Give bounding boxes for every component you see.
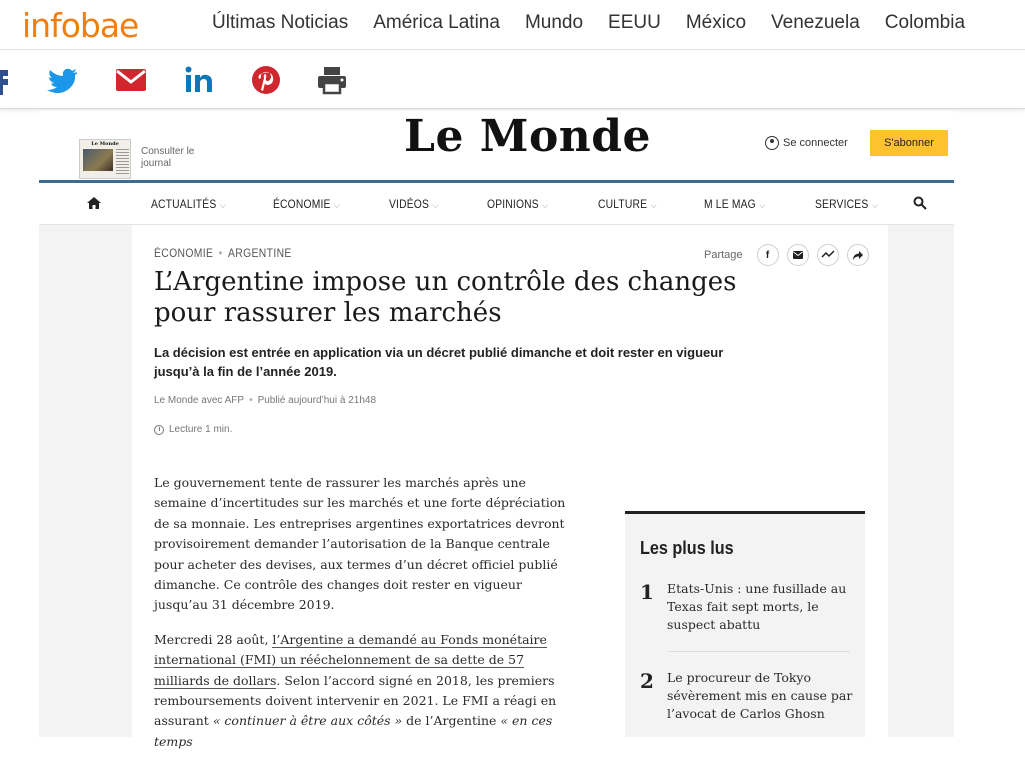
lm-nav-services-label: SERVICES <box>815 197 869 211</box>
lemonde-nav <box>39 183 954 225</box>
author: Le Monde avec AFP <box>154 395 245 406</box>
breadcrumb-argentine[interactable]: ARGENTINE <box>228 248 292 260</box>
byline <box>154 395 376 406</box>
paragraph-text: Mercredi 28 août, <box>154 631 273 647</box>
paragraph-text: . Selon l’accord signé en 2018, les premiers remboursements doivent intervenir en 2021. Le FMI a réagi en assurant <box>154 672 557 729</box>
facebook-share-icon[interactable]: f <box>757 244 779 266</box>
nav-item-mexico[interactable]: México <box>685 12 747 33</box>
linkedin-icon[interactable] <box>183 64 217 96</box>
lm-nav-actualites-label: ACTUALITÉS <box>151 197 217 211</box>
main-nav <box>212 12 990 34</box>
facebook-icon[interactable] <box>0 64 24 96</box>
home-icon[interactable] <box>86 196 102 210</box>
reading-time-label: Lecture 1 min. <box>169 424 233 435</box>
chevron-down-icon: ⌵ <box>871 200 878 210</box>
nav-item-mundo[interactable]: Mundo <box>524 12 584 33</box>
print-icon[interactable] <box>315 64 349 96</box>
lm-nav-opinions[interactable] <box>487 197 548 211</box>
lm-nav-videos[interactable] <box>389 197 439 211</box>
infobae-logo[interactable]: infobae <box>22 6 139 45</box>
most-read-title: Les plus lus <box>640 538 734 558</box>
lm-nav-services[interactable] <box>815 197 878 211</box>
lm-nav-actualites[interactable] <box>151 197 226 211</box>
newspaper-thumbnail[interactable] <box>79 139 131 179</box>
consult-journal-link[interactable]: Consulter le journal <box>141 146 195 169</box>
lemonde-logo[interactable]: Le Monde <box>404 111 652 162</box>
breadcrumb-separator: • <box>218 248 223 260</box>
subscribe-button[interactable]: S'abonner <box>870 130 948 156</box>
most-read-number: 2 <box>640 669 654 693</box>
lemonde-header <box>39 111 954 183</box>
login-label: Se connecter <box>783 137 848 149</box>
byline-separator: • <box>249 395 253 406</box>
article <box>132 225 888 749</box>
nav-item-colombia[interactable]: Colombia <box>884 12 966 33</box>
nav-item-venezuela[interactable]: Venezuela <box>771 12 860 33</box>
lm-nav-economie-label: ÉCONOMIE <box>273 197 331 211</box>
quote: « continuer à être aux côtés » <box>212 713 403 729</box>
lm-nav-opinions-label: OPINIONS <box>487 197 539 211</box>
breadcrumb-economie[interactable]: ÉCONOMIE <box>154 248 214 260</box>
most-read-text: Le procureur de Tokyo sévèrement mis en cause par l’avocat de Carlos Ghosn <box>667 670 853 721</box>
article-headline: L’Argentine impose un contrôle des changes pour rassurer les marchés <box>154 267 737 328</box>
chevron-down-icon: ⌵ <box>650 200 657 210</box>
thumbnail-columns <box>116 149 129 175</box>
chevron-down-icon: ⌵ <box>219 200 226 210</box>
lm-nav-videos-label: VIDÉOS <box>389 197 430 211</box>
most-read-number: 1 <box>640 580 654 604</box>
paragraph <box>154 630 579 752</box>
divider <box>668 651 850 652</box>
nav-item-eeuu[interactable]: EEUU <box>608 12 661 33</box>
lm-nav-culture[interactable] <box>598 197 657 211</box>
thumbnail-masthead: Le Monde <box>91 141 119 147</box>
share-bar <box>0 51 1025 109</box>
login-link[interactable] <box>765 136 848 150</box>
publish-time: Publié aujourd’hui à 21h48 <box>257 395 377 406</box>
lm-nav-culture-label: CULTURE <box>598 197 648 211</box>
article-standfirst: La décision est entrée en application via un décret publié dimanche et doit rester en vigueur jusqu’à la fin de l’année 2019. <box>154 345 724 379</box>
chevron-down-icon: ⌵ <box>759 200 766 210</box>
site-header <box>0 0 1025 50</box>
twitter-icon[interactable] <box>46 64 80 96</box>
most-read-text: Etats-Unis : une fusillade au Texas fait sept morts, le suspect abattu <box>667 581 847 632</box>
thumbnail-photo <box>83 149 113 171</box>
email-share-icon[interactable] <box>787 244 809 266</box>
reading-time <box>154 424 232 435</box>
chevron-down-icon: ⌵ <box>334 200 341 210</box>
most-read-box <box>625 511 865 737</box>
paragraph: Le gouvernement tente de rassurer les marchés après une semaine d’incertitudes sur les marchés et une forte dépréciation de sa monnaie. Les entreprises argentines exportatrices devront provisoirement demander l’autorisation de la Banque centrale pour acheter des devises, aux termes d’un décret officiel publié dimanche. Ce contrôle des changes doit rester en vigueur jusqu’au 31 décembre 2019. <box>154 475 566 613</box>
breadcrumb <box>154 248 292 260</box>
share-tools <box>704 244 869 266</box>
forward-share-icon[interactable] <box>847 244 869 266</box>
paragraph-text: de l’Argentine <box>402 713 501 729</box>
clock-icon <box>154 425 164 435</box>
messenger-share-icon[interactable] <box>817 244 839 266</box>
quote: « en ces temps <box>154 713 553 749</box>
chevron-down-icon: ⌵ <box>432 200 439 210</box>
lm-nav-m-le-mag[interactable] <box>704 197 765 211</box>
lm-nav-economie[interactable] <box>273 197 340 211</box>
user-icon <box>765 136 779 150</box>
lm-nav-m-le-mag-label: M LE MAG <box>704 197 756 211</box>
article-screenshot <box>39 111 954 749</box>
most-read-item[interactable] <box>640 580 855 634</box>
email-icon[interactable] <box>114 64 148 96</box>
nav-item-america-latina[interactable]: América Latina <box>373 12 500 33</box>
search-icon[interactable] <box>913 196 927 210</box>
chevron-down-icon: ⌵ <box>542 200 549 210</box>
pinterest-icon[interactable] <box>249 64 283 96</box>
article-link[interactable]: l’Argentine a demandé au Fonds monétaire international (FMI) un rééchelonnement de sa dette de 57 milliards de dollars <box>154 631 547 688</box>
share-label: Partage <box>704 249 743 261</box>
article-body <box>154 473 579 766</box>
most-read-item[interactable] <box>640 669 855 723</box>
nav-item-ultimas-noticias[interactable]: Últimas Noticias <box>212 12 349 33</box>
